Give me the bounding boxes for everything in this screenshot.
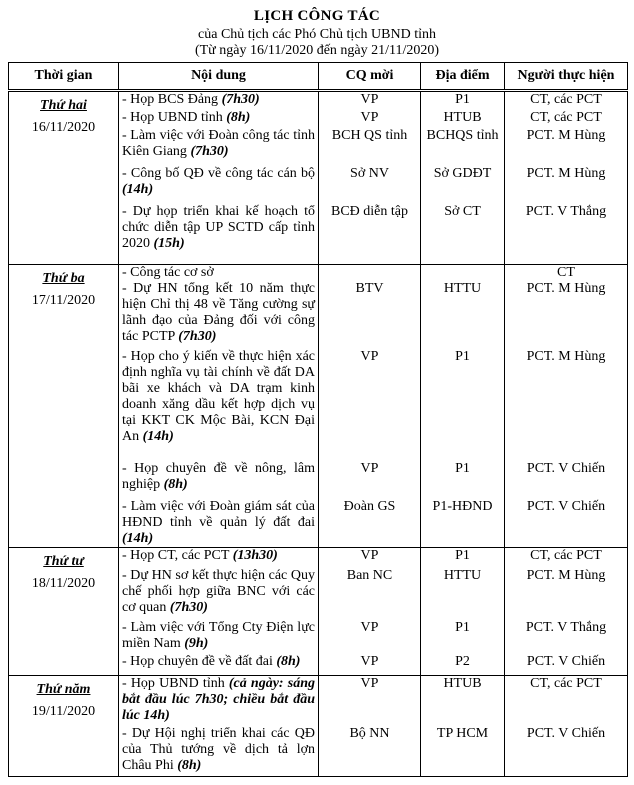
item-agency: BCĐ diễn tập bbox=[331, 204, 408, 219]
schedule-item-person bbox=[505, 620, 627, 654]
col-header-content: Nội dung bbox=[119, 63, 319, 91]
item-place: P2 bbox=[455, 654, 470, 669]
schedule-item-place bbox=[421, 654, 504, 672]
item-place: P1 bbox=[455, 461, 470, 476]
schedule-item-person bbox=[505, 349, 627, 461]
item-place: Sở CT bbox=[444, 204, 481, 219]
schedule-body bbox=[9, 91, 628, 777]
schedule-item-content bbox=[119, 128, 318, 166]
item-text: - Họp UBND tỉnh bbox=[122, 110, 227, 125]
item-person: CT, các PCT bbox=[530, 92, 602, 107]
schedule-item-agency bbox=[319, 726, 420, 776]
item-time: (7h30) bbox=[178, 329, 217, 344]
item-time: (14h) bbox=[122, 531, 154, 546]
schedule-item-content bbox=[119, 461, 318, 499]
item-place: BCHQS tỉnh bbox=[426, 128, 499, 143]
schedule-item-person bbox=[505, 166, 627, 204]
schedule-item-content bbox=[119, 676, 318, 726]
page-title: LỊCH CÔNG TÁC bbox=[253, 8, 381, 24]
item-person: CT, các PCT bbox=[530, 548, 602, 563]
item-agency: BTV bbox=[355, 281, 384, 296]
col-header-person: Người thực hiện bbox=[505, 63, 628, 91]
schedule-item-content bbox=[119, 620, 318, 654]
item-person: CT, các PCT bbox=[530, 110, 602, 125]
page-subtitle: của Chủ tịch các Phó Chủ tịch UBND tỉnh bbox=[198, 27, 436, 42]
item-time: (14h) bbox=[142, 429, 174, 444]
item-time: (9h) bbox=[184, 636, 209, 651]
schedule-item-content bbox=[119, 110, 318, 128]
item-person: PCT. V Thắng bbox=[525, 620, 607, 635]
place-cell bbox=[421, 91, 505, 265]
item-agency: VP bbox=[360, 349, 379, 364]
day-name: Thứ năm bbox=[36, 682, 91, 697]
item-person: PCT. V Chiến bbox=[526, 654, 606, 669]
content-cell bbox=[119, 548, 319, 676]
schedule-item-content bbox=[119, 204, 318, 258]
schedule-item-agency bbox=[319, 204, 420, 258]
col-header-agency: CQ mời bbox=[319, 63, 421, 91]
schedule-item-person bbox=[505, 461, 627, 499]
item-place: HTUB bbox=[443, 110, 482, 125]
day-cell bbox=[9, 548, 119, 676]
schedule-item-person bbox=[505, 548, 627, 568]
item-agency: VP bbox=[360, 676, 379, 691]
schedule-item-person bbox=[505, 568, 627, 620]
item-time: (7h30) bbox=[169, 600, 208, 615]
item-person: PCT. V Chiến bbox=[526, 461, 606, 476]
schedule-item-content bbox=[119, 654, 318, 672]
schedule-item-person bbox=[505, 654, 627, 672]
day-row bbox=[9, 548, 628, 676]
item-time: (14h) bbox=[122, 182, 154, 197]
schedule-item-agency bbox=[319, 548, 420, 568]
day-row bbox=[9, 91, 628, 265]
item-person: PCT. M Hùng bbox=[526, 568, 606, 583]
item-time: (8h) bbox=[177, 758, 202, 773]
day-row bbox=[9, 265, 628, 548]
item-place: P1 bbox=[455, 548, 470, 563]
item-agency: Sở NV bbox=[350, 166, 389, 181]
schedule-item-person bbox=[505, 110, 627, 128]
day-date: 19/11/2020 bbox=[31, 704, 96, 719]
schedule-item-place bbox=[421, 568, 504, 620]
schedule-item-person bbox=[505, 676, 627, 726]
schedule-table bbox=[8, 62, 628, 777]
item-text: - Công bố QĐ về công tác cán bộ bbox=[122, 166, 315, 181]
table-header-row bbox=[9, 63, 628, 91]
item-agency: VP bbox=[360, 620, 379, 635]
day-name: Thứ ba bbox=[42, 271, 85, 286]
schedule-item-person bbox=[505, 499, 627, 547]
schedule-item-agency bbox=[319, 265, 420, 281]
person-cell bbox=[505, 91, 628, 265]
schedule-item-content bbox=[119, 548, 318, 568]
item-time: (cả ngày: sáng bắt đầu lúc 7h30; chiều bắt đầu lúc 14h) bbox=[122, 676, 315, 723]
agency-cell bbox=[319, 265, 421, 548]
agency-cell bbox=[319, 548, 421, 676]
schedule-item-person bbox=[505, 128, 627, 166]
item-person: PCT. V Chiến bbox=[526, 499, 606, 514]
schedule-item-agency bbox=[319, 281, 420, 349]
item-place: HTTU bbox=[443, 281, 482, 296]
day-date: 16/11/2020 bbox=[31, 120, 96, 135]
content-cell bbox=[119, 676, 319, 777]
day-row bbox=[9, 676, 628, 777]
item-agency: Bộ NN bbox=[349, 726, 390, 741]
item-person: CT bbox=[557, 265, 575, 280]
schedule-item-place bbox=[421, 349, 504, 461]
item-place: P1 bbox=[455, 349, 470, 364]
item-person: PCT. M Hùng bbox=[526, 166, 606, 181]
day-date: 18/11/2020 bbox=[31, 576, 96, 591]
item-time: (13h30) bbox=[232, 548, 278, 563]
item-time: (7h30) bbox=[221, 92, 260, 107]
place-cell bbox=[421, 676, 505, 777]
schedule-item-person bbox=[505, 281, 627, 349]
item-agency: BCH QS tỉnh bbox=[331, 128, 408, 143]
schedule-item-person bbox=[505, 726, 627, 776]
schedule-item-place bbox=[421, 166, 504, 204]
schedule-item-content bbox=[119, 568, 318, 620]
item-text: - Họp UBND tỉnh bbox=[122, 676, 229, 691]
day-cell bbox=[9, 265, 119, 548]
item-place: HTUB bbox=[443, 676, 482, 691]
item-agency: VP bbox=[360, 110, 379, 125]
item-text: - Dự họp triển khai kế hoạch tổ chức diễn tập UP SCTD cấp tỉnh 2020 bbox=[122, 204, 315, 251]
schedule-item-agency bbox=[319, 676, 420, 726]
day-date: 17/11/2020 bbox=[31, 293, 96, 308]
item-text: - Công tác cơ sở bbox=[122, 265, 214, 280]
schedule-item-place bbox=[421, 548, 504, 568]
schedule-item-agency bbox=[319, 461, 420, 499]
schedule-item-content bbox=[119, 499, 318, 547]
schedule-item-place bbox=[421, 726, 504, 776]
schedule-item-place bbox=[421, 499, 504, 547]
content-cell bbox=[119, 91, 319, 265]
schedule-item-content bbox=[119, 281, 318, 349]
schedule-item-agency bbox=[319, 128, 420, 166]
item-text: - Làm việc với Tổng Cty Điện lực miền Nam bbox=[122, 620, 315, 651]
item-text: - Họp chuyên đề về đất đai bbox=[122, 654, 277, 669]
item-place: Sở GDĐT bbox=[433, 166, 492, 181]
item-text: - Họp chuyên đề về nông, lâm nghiệp bbox=[122, 461, 315, 492]
schedule-item-place bbox=[421, 676, 504, 726]
item-time: (8h) bbox=[163, 477, 188, 492]
day-name: Thứ tư bbox=[43, 554, 84, 569]
item-person: PCT. M Hùng bbox=[526, 349, 606, 364]
schedule-item-place bbox=[421, 92, 504, 110]
item-time: (15h) bbox=[153, 236, 185, 251]
day-cell bbox=[9, 91, 119, 265]
item-text: - Làm việc với Đoàn giám sát của HĐND tỉnh về quản lý đất đai bbox=[122, 499, 315, 530]
schedule-item-agency bbox=[319, 568, 420, 620]
item-person: CT, các PCT bbox=[530, 676, 602, 691]
schedule-item-agency bbox=[319, 349, 420, 461]
item-person: PCT. V Chiến bbox=[526, 726, 606, 741]
agency-cell bbox=[319, 676, 421, 777]
item-text: - Dự HN sơ kết thực hiện các Quy chế phối hợp giữa BNC với các cơ quan bbox=[122, 568, 315, 615]
schedule-item-place bbox=[421, 281, 504, 349]
schedule-item-person bbox=[505, 204, 627, 258]
schedule-item-place bbox=[421, 620, 504, 654]
schedule-item-agency bbox=[319, 620, 420, 654]
item-text: - Làm việc với Đoàn công tác tỉnh Kiên Giang bbox=[122, 128, 315, 159]
day-cell bbox=[9, 676, 119, 777]
item-place: P1 bbox=[455, 92, 470, 107]
person-cell bbox=[505, 265, 628, 548]
person-cell bbox=[505, 548, 628, 676]
agency-cell bbox=[319, 91, 421, 265]
item-agency: VP bbox=[360, 654, 379, 669]
item-place: P1 bbox=[455, 620, 470, 635]
schedule-item-place bbox=[421, 204, 504, 258]
col-header-time: Thời gian bbox=[9, 63, 119, 91]
schedule-item-agency bbox=[319, 499, 420, 547]
item-text: - Dự HN tổng kết 10 năm thực hiện Chỉ thị 48 về Tăng cường sự lãnh đạo của Đảng đối với công tác PCTP bbox=[122, 281, 315, 344]
content-cell bbox=[119, 265, 319, 548]
item-place: HTTU bbox=[443, 568, 482, 583]
item-agency: Đoàn GS bbox=[343, 499, 396, 514]
place-cell bbox=[421, 265, 505, 548]
item-text: - Họp BCS Đảng bbox=[122, 92, 222, 107]
schedule-item-agency bbox=[319, 654, 420, 672]
col-header-place: Địa điểm bbox=[421, 63, 505, 91]
schedule-item-content bbox=[119, 166, 318, 204]
schedule-item-place bbox=[421, 265, 504, 281]
schedule-item-content bbox=[119, 92, 318, 110]
schedule-item-agency bbox=[319, 110, 420, 128]
item-text: - Dự Hội nghị triển khai các QĐ của Thủ tướng về dịch tả lợn Châu Phi bbox=[122, 726, 315, 773]
item-person: PCT. M Hùng bbox=[526, 281, 606, 296]
date-range: (Từ ngày 16/11/2020 đến ngày 21/11/2020) bbox=[194, 43, 440, 58]
schedule-item-content bbox=[119, 349, 318, 461]
item-text: - Họp CT, các PCT bbox=[122, 548, 233, 563]
schedule-item-place bbox=[421, 110, 504, 128]
place-cell bbox=[421, 548, 505, 676]
person-cell bbox=[505, 676, 628, 777]
schedule-item-agency bbox=[319, 92, 420, 110]
item-agency: Ban NC bbox=[346, 568, 393, 583]
schedule-item-content bbox=[119, 265, 318, 281]
item-text: - Họp cho ý kiến về thực hiện xác định nghĩa vụ tài chính về đất DA bãi xe khách và DA trạm kinh doanh xăng dầu kết hợp dịch vụ tại KKT CK Mộc Bài, KCN Đại An bbox=[122, 349, 315, 444]
item-agency: VP bbox=[360, 92, 379, 107]
item-agency: VP bbox=[360, 461, 379, 476]
schedule-item-person bbox=[505, 265, 627, 281]
item-person: PCT. V Thắng bbox=[525, 204, 607, 219]
item-time: (8h) bbox=[226, 110, 251, 125]
schedule-item-place bbox=[421, 461, 504, 499]
schedule-item-place bbox=[421, 128, 504, 166]
item-place: TP HCM bbox=[436, 726, 489, 741]
item-time: (7h30) bbox=[190, 144, 229, 159]
item-place: P1-HĐND bbox=[432, 499, 493, 514]
schedule-item-agency bbox=[319, 166, 420, 204]
item-agency: VP bbox=[360, 548, 379, 563]
item-time: (8h) bbox=[276, 654, 301, 669]
schedule-item-person bbox=[505, 92, 627, 110]
schedule-item-content bbox=[119, 726, 318, 776]
item-person: PCT. M Hùng bbox=[526, 128, 606, 143]
day-name: Thứ hai bbox=[40, 98, 87, 113]
